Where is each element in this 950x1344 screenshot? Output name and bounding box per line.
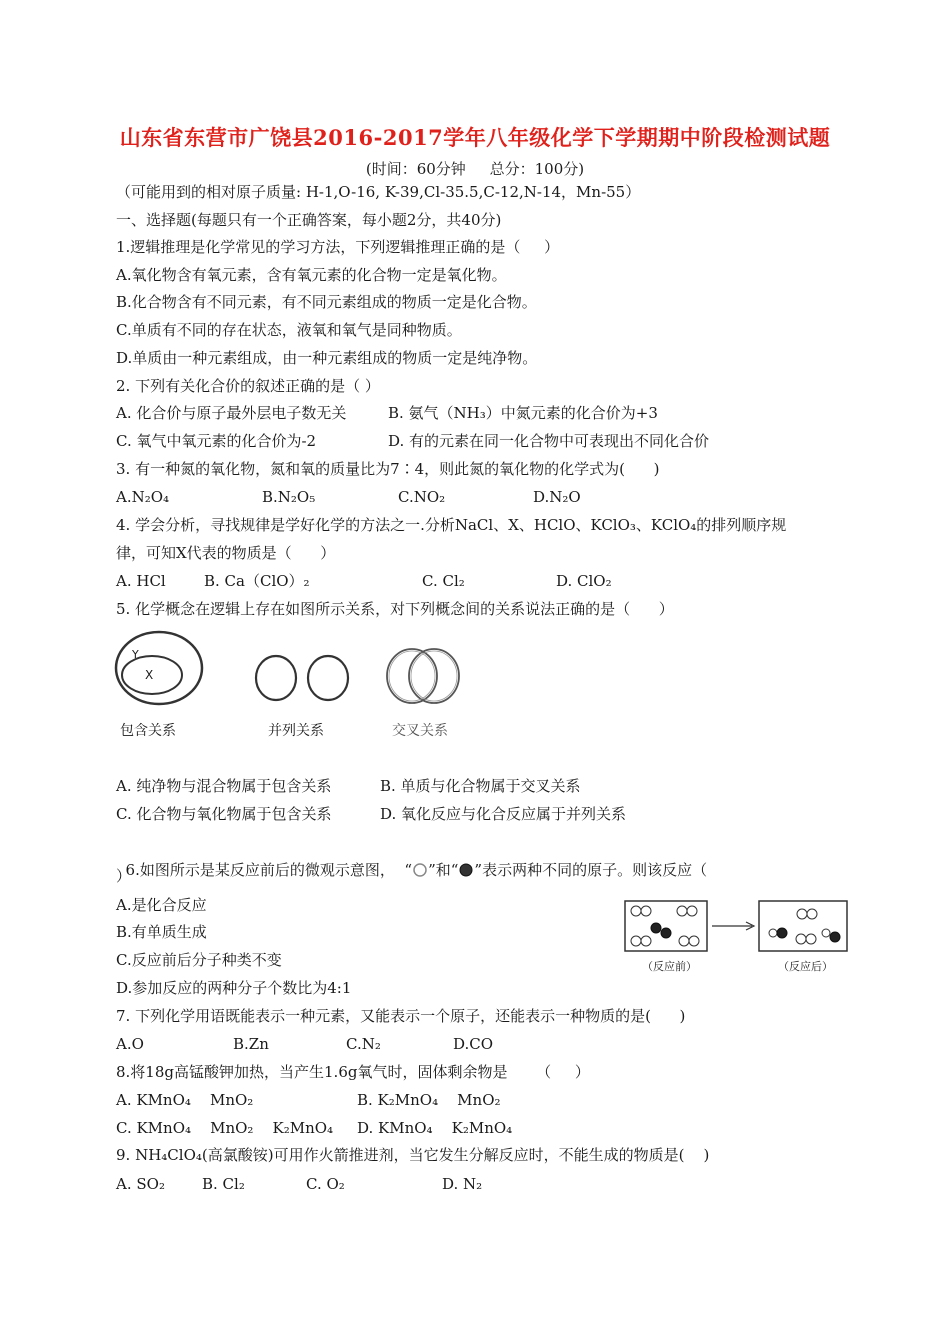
q6-option-a: A.是化合反应 (116, 896, 207, 914)
section-heading: 一、选择题(每题只有一个正确答案，每小题2分，共40分) (116, 211, 502, 229)
q2-option-d: D. 有的元素在同一化合物中可表现出不同化合价 (388, 432, 710, 450)
caption-parallel: 并列关系 (268, 723, 324, 739)
reaction-arrow (710, 920, 758, 932)
reaction-before-box (624, 900, 708, 952)
venn-label-x: X (145, 668, 154, 682)
q3-option-a: A.N₂O₄ (116, 488, 170, 506)
caption-cross: 交叉关系 (392, 723, 448, 739)
q6-stem-part3: ”表示两种不同的原子。则该反应（ (474, 861, 708, 879)
q5-option-b: B. 单质与化合物属于交叉关系 (380, 777, 581, 795)
q1-option-a: A.氧化物含有氧元素，含有氧元素的化合物一定是氧化物。 (116, 266, 507, 284)
black-atom-icon (458, 862, 474, 876)
q3-option-d: D.N₂O (533, 488, 581, 506)
q6-stem-close: ） (116, 867, 132, 885)
after-label: （反应后） (778, 960, 833, 973)
q8-option-b: B. K₂MnO₄ MnO₂ (357, 1091, 501, 1109)
reaction-after-box (758, 900, 848, 952)
q6-option-d: D.参加反应的两种分子个数比为4:1 (116, 979, 352, 997)
q9-option-b: B. Cl₂ (202, 1175, 245, 1193)
q4-stem-line2: 律，可知X代表的物质是（ ） (116, 544, 336, 562)
q3-stem: 3. 有一种氮的氧化物，氮和氧的质量比为7∶4，则此氮的氧化物的化学式为( ) (116, 460, 660, 478)
document-title: 山东省东营市广饶县2016-2017学年八年级化学下学期期中阶段检测试题 (119, 125, 831, 150)
q1-option-c: C.单质有不同的存在状态，液氧和氧气是同种物质。 (116, 321, 462, 339)
q4-stem-line1: 4. 学会分析，寻找规律是学好化学的方法之一.分析NaCl、X、HClO、KClO₃、KClO₄的排列顺序规 (116, 516, 787, 534)
q1-stem: 1.逻辑推理是化学常见的学习方法，下列逻辑推理正确的是（ ） (116, 238, 560, 256)
q6-stem (116, 840, 707, 880)
q4-option-c: C. Cl₂ (422, 572, 465, 590)
q7-option-b: B.Zn (233, 1035, 269, 1053)
q1-option-d: D.单质由一种元素组成，由一种元素组成的物质一定是纯净物。 (116, 349, 538, 367)
q8-option-c: C. KMnO₄ MnO₂ K₂MnO₄ (116, 1119, 334, 1137)
q6-option-c: C.反应前后分子种类不变 (116, 951, 282, 969)
q3-option-c: C.NO₂ (398, 488, 446, 506)
white-atom-icon (412, 862, 428, 876)
q7-option-a: A.O (116, 1035, 144, 1053)
q9-stem: 9. NH₄ClO₄(高氯酸铵)可用作火箭推进剂，当它发生分解反应时，不能生成的物质是( ) (116, 1146, 710, 1164)
q8-option-d: D. KMnO₄ K₂MnO₄ (357, 1119, 513, 1137)
q8-stem: 8.将18g高锰酸钾加热，当产生1.6g氧气时，固体剩余物是 （ ） (116, 1063, 590, 1081)
q7-option-c: C.N₂ (346, 1035, 381, 1053)
q3-option-b: B.N₂O₅ (262, 488, 316, 506)
q5-option-c: C. 化合物与氧化物属于包含关系 (116, 805, 332, 823)
q2-stem: 2. 下列有关化合价的叙述正确的是（ ） (116, 377, 380, 395)
q2-option-a: A. 化合价与原子最外层电子数无关 (116, 404, 347, 422)
q9-option-d: D. N₂ (442, 1175, 483, 1193)
q4-option-a: A. HCl (116, 572, 166, 590)
q8-option-a: A. KMnO₄ MnO₂ (116, 1091, 254, 1109)
q1-option-b: B.化合物含有不同元素，有不同元素组成的物质一定是化合物。 (116, 293, 537, 311)
venn-label-y: Y (132, 648, 139, 661)
q2-option-b: B. 氨气（NH₃）中氮元素的化合价为+3 (388, 404, 658, 422)
venn-cross-diagram (384, 646, 464, 706)
q6-stem-part1: 6.如图所示是某反应前后的微观示意图， “ (125, 861, 413, 879)
q5-option-d: D. 氧化反应与化合反应属于并列关系 (380, 805, 627, 823)
exam-time-info: (时间：60分钟 总分：100分) (365, 160, 585, 178)
before-label: （反应前） (642, 960, 697, 973)
q5-option-a: A. 纯净物与混合物属于包含关系 (116, 777, 332, 795)
q5-stem: 5. 化学概念在逻辑上存在如图所示关系，对下列概念间的关系说法正确的是（ ） (116, 600, 674, 618)
q7-option-d: D.CO (453, 1035, 494, 1053)
q6-stem-part2: ”和“ (428, 861, 459, 879)
q9-option-c: C. O₂ (306, 1175, 345, 1193)
q4-option-b: B. Ca（ClO）₂ (204, 572, 310, 590)
q4-option-d: D. ClO₂ (556, 572, 612, 590)
venn-contain-diagram (114, 628, 204, 708)
q9-option-a: A. SO₂ (116, 1175, 165, 1193)
q7-stem: 7. 下列化学用语既能表示一种元素，又能表示一个原子，还能表示一种物质的是( ) (116, 1007, 686, 1025)
caption-contain: 包含关系 (120, 723, 176, 739)
venn-parallel-diagram (254, 654, 354, 702)
q2-option-c: C. 氧气中氧元素的化合价为-2 (116, 432, 317, 450)
q6-option-b: B.有单质生成 (116, 923, 207, 941)
atomic-mass-note: （可能用到的相对原子质量: H-1,O-16, K-39,Cl-35.5,C-12,N-14，Mn-55） (116, 183, 641, 201)
